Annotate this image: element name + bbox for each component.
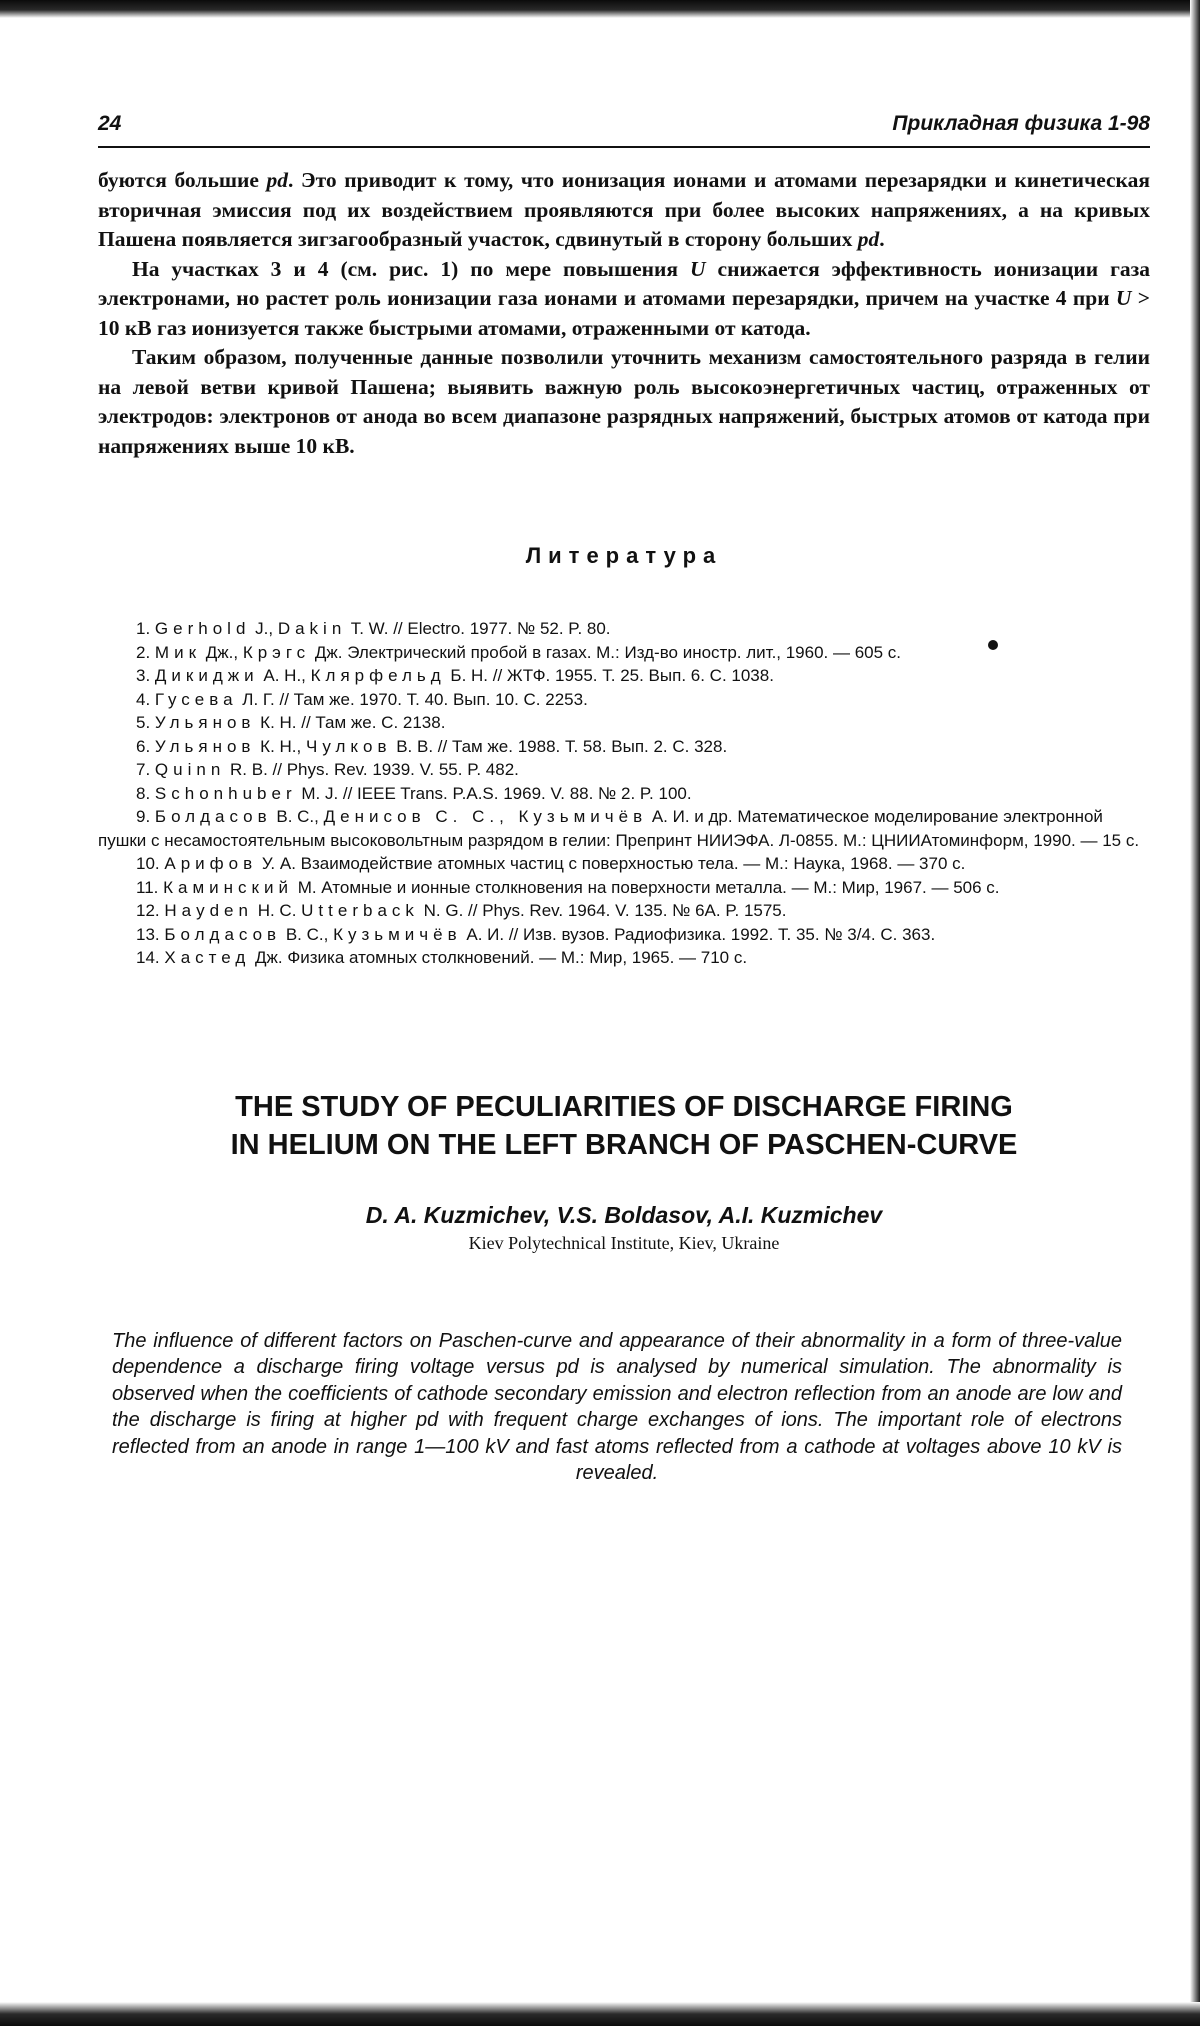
english-authors: D. A. Kuzmichev, V.S. Boldasov, A.I. Kuzmichev <box>365 1201 883 1228</box>
reference-item <box>98 923 1150 947</box>
reference-authors: Болдасов <box>154 807 272 826</box>
reference-item <box>98 711 1150 735</box>
reference-number: 2. <box>136 642 151 662</box>
reference-text: J., <box>250 619 278 638</box>
reference-authors: Каминский <box>163 877 293 897</box>
paragraph-3: Таким образом, полученные данные позволили уточнить механизм самостоятельного разряда в гелии на левой ветви кривой Пашена; выявить важную роль высокоэнергетичных частиц, отраженных от электродов: электронов от анода во всем диапазоне разрядных напряжений, быстрых атомов от катода при напряжениях выше 10 кВ. <box>98 345 1150 458</box>
symbol-pd: pd <box>266 168 289 192</box>
symbol-pd: pd <box>857 227 880 251</box>
scan-edge-bottom <box>0 2002 1200 2026</box>
reference-text: Б. Н. // ЖТФ. 1955. Т. 25. Вып. 6. С. 1038. <box>445 666 774 685</box>
text-run: снижается эффективность ионизации газа электронами, но растет роль ионизации газа ионами и атомами перезарядки, причем на участке 4 при <box>98 256 1150 310</box>
reference-authors: Hayden <box>164 901 253 920</box>
reference-number: 13. <box>136 924 160 944</box>
reference-number: 3. <box>136 666 151 685</box>
reference-number: 6. <box>136 736 151 756</box>
reference-text: А. Н., <box>258 666 311 685</box>
reference-authors: Quinn <box>154 760 226 779</box>
reference-authors: Болдасов <box>164 924 282 944</box>
reference-authors: Utterback <box>301 901 419 920</box>
reference-item <box>98 641 1150 665</box>
reference-number: 11. <box>136 877 159 897</box>
reference-text: H. C. <box>252 901 302 920</box>
reference-list <box>98 617 1150 970</box>
reference-authors: Кузьмичёв <box>333 924 462 944</box>
reference-text: К. Н., <box>255 736 306 756</box>
reference-authors: Schonhuber <box>154 783 297 803</box>
reference-text: R. B. // Phys. Rev. 1939. V. 55. P. 482. <box>225 760 519 779</box>
reference-authors: Ульянов <box>154 736 256 756</box>
reference-number: 10. <box>136 854 160 873</box>
reference-text: M. J. // IEEE Trans. P.A.S. 1969. V. 88. № 2. P. 100. <box>296 783 692 803</box>
reference-number: 7. <box>136 760 151 779</box>
reference-text: В. С., <box>271 807 324 826</box>
english-abstract: The influence of different factors on Paschen-curve and appearance of their abnormality in a form of three-value dependence a discharge firing voltage versus pd is analysed by numerical simulation. The abnormality is observed when the coefficients of cathode secondary emission and electron reflection from an anode are low and the discharge is firing at higher pd with frequent charge exchanges of ions. The important role of electrons reflected from an anode in range 1—100 kV and fast atoms reflected from a cathode at voltages above 10 kV is revealed. <box>112 1329 1122 1484</box>
symbol-u: U <box>690 256 706 281</box>
reference-text: А. И. и др. Математическое моделирование электронной пушки с несамостоятельным высоковольтным разрядом в гелии: Препринт НИИЭФА. Л-0855. М.: ЦНИИАтоминформ, 1990. — 15 с. <box>98 807 1140 850</box>
text-run: На участках 3 и 4 (см. рис. 1) по мере повышения <box>132 256 691 281</box>
running-header <box>98 112 1150 148</box>
reference-authors: Ульянов <box>154 713 256 732</box>
paragraph-2 <box>98 255 1150 344</box>
reference-authors: Хастед <box>164 948 251 967</box>
reference-text: М. Атомные и ионные столкновения на поверхности металла. — М.: Мир, 1967. — 506 с. <box>292 877 1000 897</box>
reference-item <box>98 805 1150 852</box>
reference-text: T. W. // Electro. 1977. № 52. P. 80. <box>346 619 611 638</box>
text-run: . Это приводит к тому, что ионизация ионами и атомами перезарядки и кинетическая вторичная эмиссия под их воздействием проявляются при более высоких напряжениях, а на кривых Пашена появляется зигзагообразный участок, сдвинутый в сторону больших <box>98 168 1150 251</box>
reference-authors: Арифов <box>164 854 258 873</box>
reference-item <box>98 735 1150 759</box>
english-title-line-2: IN HELIUM ON THE LEFT BRANCH OF PASCHEN-CURVE <box>230 1128 1018 1161</box>
reference-item <box>98 852 1150 876</box>
english-title <box>98 1088 1150 1164</box>
reference-text: Дж. Физика атомных столкновений. — М.: Мир, 1965. — 710 с. <box>250 948 748 967</box>
reference-authors: Gerhold <box>154 619 251 638</box>
reference-authors: Клярфельд <box>310 666 446 685</box>
reference-item <box>98 688 1150 712</box>
journal-title: Прикладная физика 1-98 <box>892 112 1150 135</box>
reference-number: 12. <box>136 901 160 920</box>
reference-authors: Дикиджи <box>154 666 259 685</box>
scan-edge-right <box>1190 0 1200 2026</box>
reference-item <box>98 758 1150 782</box>
reference-text: У. А. Взаимодействие атомных частиц с поверхностью тела. — М.: Наука, 1968. — 370 с. <box>257 854 966 873</box>
reference-authors: Денисов С. С., Кузьмичёв <box>323 807 648 826</box>
symbol-u: U <box>1115 286 1132 310</box>
reference-text: В. В. // Там же. 1988. Т. 58. Вып. 2. С. 328. <box>391 736 728 756</box>
reference-text: Л. Г. // Там же. 1970. Т. 40. Вып. 10. С. 2253. <box>237 689 588 709</box>
reference-item <box>98 876 1150 900</box>
reference-authors: Мик <box>154 642 202 662</box>
body-text <box>98 166 1150 461</box>
reference-number: 4. <box>136 689 151 709</box>
page <box>98 112 1150 1487</box>
reference-number: 5. <box>136 713 151 732</box>
reference-number: 9. <box>136 807 151 826</box>
reference-text: А. И. // Изв. вузов. Радиофизика. 1992. Т. 35. № 3/4. С. 363. <box>461 924 936 944</box>
scan-edge-top <box>0 0 1200 18</box>
reference-authors: Dakin <box>277 619 347 638</box>
english-title-line-1: THE STUDY OF PECULIARITIES OF DISCHARGE FIRING <box>235 1090 1013 1123</box>
reference-item <box>98 782 1150 806</box>
english-affiliation: Kiev Polytechnical Institute, Kiev, Ukraine <box>468 1232 780 1253</box>
reference-text: К. Н. // Там же. С. 2138. <box>255 713 446 732</box>
reference-authors: Крэгс <box>242 642 311 662</box>
text-run: буются большие <box>98 168 267 192</box>
text-run: . <box>879 227 885 251</box>
paragraph-1 <box>98 166 1150 255</box>
literature-heading: Литература <box>525 543 723 568</box>
reference-item <box>98 617 1150 641</box>
page-number: 24 <box>98 112 122 135</box>
reference-text: N. G. // Phys. Rev. 1964. V. 135. № 6A. P. 1575. <box>418 901 787 920</box>
reference-number: 1. <box>136 619 151 638</box>
reference-number: 14. <box>136 948 160 967</box>
reference-item <box>98 664 1150 688</box>
reference-item <box>98 899 1150 923</box>
text-run: > 10 кВ газ ионизуется также быстрыми атомами, отраженными от катода. <box>98 286 1150 340</box>
reference-authors: Гусева <box>154 689 238 709</box>
reference-number: 8. <box>136 783 151 803</box>
reference-item <box>98 946 1150 970</box>
reference-text: В. С., <box>281 924 334 944</box>
reference-text: Дж., <box>201 642 243 662</box>
reference-authors: Чулков <box>305 736 392 756</box>
reference-text: Дж. Электрический пробой в газах. М.: Изд-во иностр. лит., 1960. — 605 с. <box>310 642 902 662</box>
